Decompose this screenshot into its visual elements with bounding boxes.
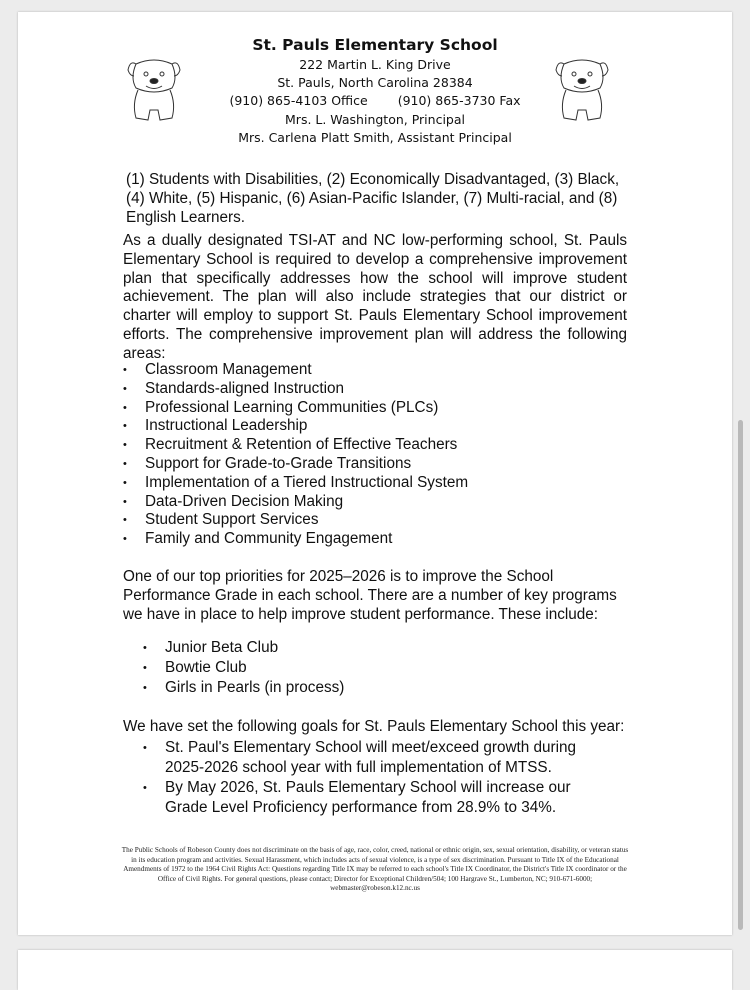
nondiscrimination-notice: The Public Schools of Robeson County does not discriminate on the basis of age, race, color, creed, national or ethnic origin, sex, sexual orientation, disability, or veteran status in its education program and activities. Sexual Harassment, which includes acts of sexual violence, is a type of sex discrimination. Pursuant to Title IX of the Educational Amendments of 1972 to the 1964 Civil Rights Act: Questions regarding Title IX may be referred to each school's Title IX Coordinator, the District's Title IX coordinator or the Office of Civil Rights. For general questions, please contact; Director for Exceptional Children/504; 100 Hargrave St., Lumberton, NC; 910-671-6000; webmaster@robeson.k12.nc.us: [121, 846, 629, 893]
list-item: • Support for Grade-to-Grade Transitions: [123, 455, 627, 474]
programs-list: [123, 638, 627, 698]
priorities-paragraph: One of our top priorities for 2025–2026 is to improve the School Performance Grade in each school. There are a number of key programs we have in place to help improve student performance. These include:: [123, 568, 617, 623]
list-item: • Professional Learning Communities (PLCs): [123, 399, 627, 418]
list-item: • Data-Driven Decision Making: [123, 493, 627, 512]
goals-list: [123, 738, 613, 818]
list-item: • Student Support Services: [123, 511, 627, 530]
scrollbar[interactable]: [738, 420, 743, 930]
list-item: • Girls in Pearls (in process): [123, 678, 627, 698]
list-item: • By May 2026, St. Pauls Elementary School will increase our Grade Level Proficiency performance from 28.9% to 34%.: [123, 778, 613, 818]
list-item: • Classroom Management: [123, 361, 627, 380]
list-item: • Junior Beta Club: [123, 638, 627, 658]
subgroups-paragraph: (1) Students with Disabilities, (2) Economically Disadvantaged, (3) Black, (4) White, (5) Hispanic, (6) Asian-Pacific Islander, (7) Multi-racial, and (8) English Learners.: [126, 171, 620, 226]
phone-line: [0, 92, 750, 110]
fax-number: (910) 865-3730 Fax: [397, 93, 521, 109]
list-item: • Bowtie Club: [123, 658, 627, 678]
letterhead: [0, 34, 750, 147]
list-item: • Instructional Leadership: [123, 417, 627, 436]
next-document-page: [18, 950, 732, 990]
list-item: • Standards-aligned Instruction: [123, 380, 627, 399]
list-item: • Implementation of a Tiered Instructional System: [123, 474, 627, 493]
goals-intro: We have set the following goals for St. Pauls Elementary School this year:: [123, 718, 625, 735]
address-line: 222 Martin L. King Drive: [299, 57, 451, 72]
assistant-principal: Mrs. Carlena Platt Smith, Assistant Principal: [238, 129, 512, 145]
list-item: • Recruitment & Retention of Effective Teachers: [123, 436, 627, 455]
city-state-line: St. Pauls, North Carolina 28384: [277, 75, 473, 91]
plan-paragraph: As a dually designated TSI-AT and NC low-performing school, St. Pauls Elementary School is required to develop a comprehensive improvement plan that specifically addresses how the school will improve student achievement. The plan will also include strategies that our district or charter will employ to support St. Pauls Elementary School improvement efforts. The comprehensive improvement plan will address the following areas:: [123, 232, 627, 362]
list-item: • St. Paul's Elementary School will meet/exceed growth during 2025-2026 school year with full implementation of MTSS.: [123, 738, 613, 778]
office-phone: (910) 865-4103 Office: [229, 93, 368, 109]
school-name: St. Pauls Elementary School: [252, 36, 498, 54]
improvement-areas-list: [123, 361, 627, 549]
principal: Mrs. L. Washington, Principal: [285, 111, 465, 127]
list-item: • Family and Community Engagement: [123, 530, 627, 549]
